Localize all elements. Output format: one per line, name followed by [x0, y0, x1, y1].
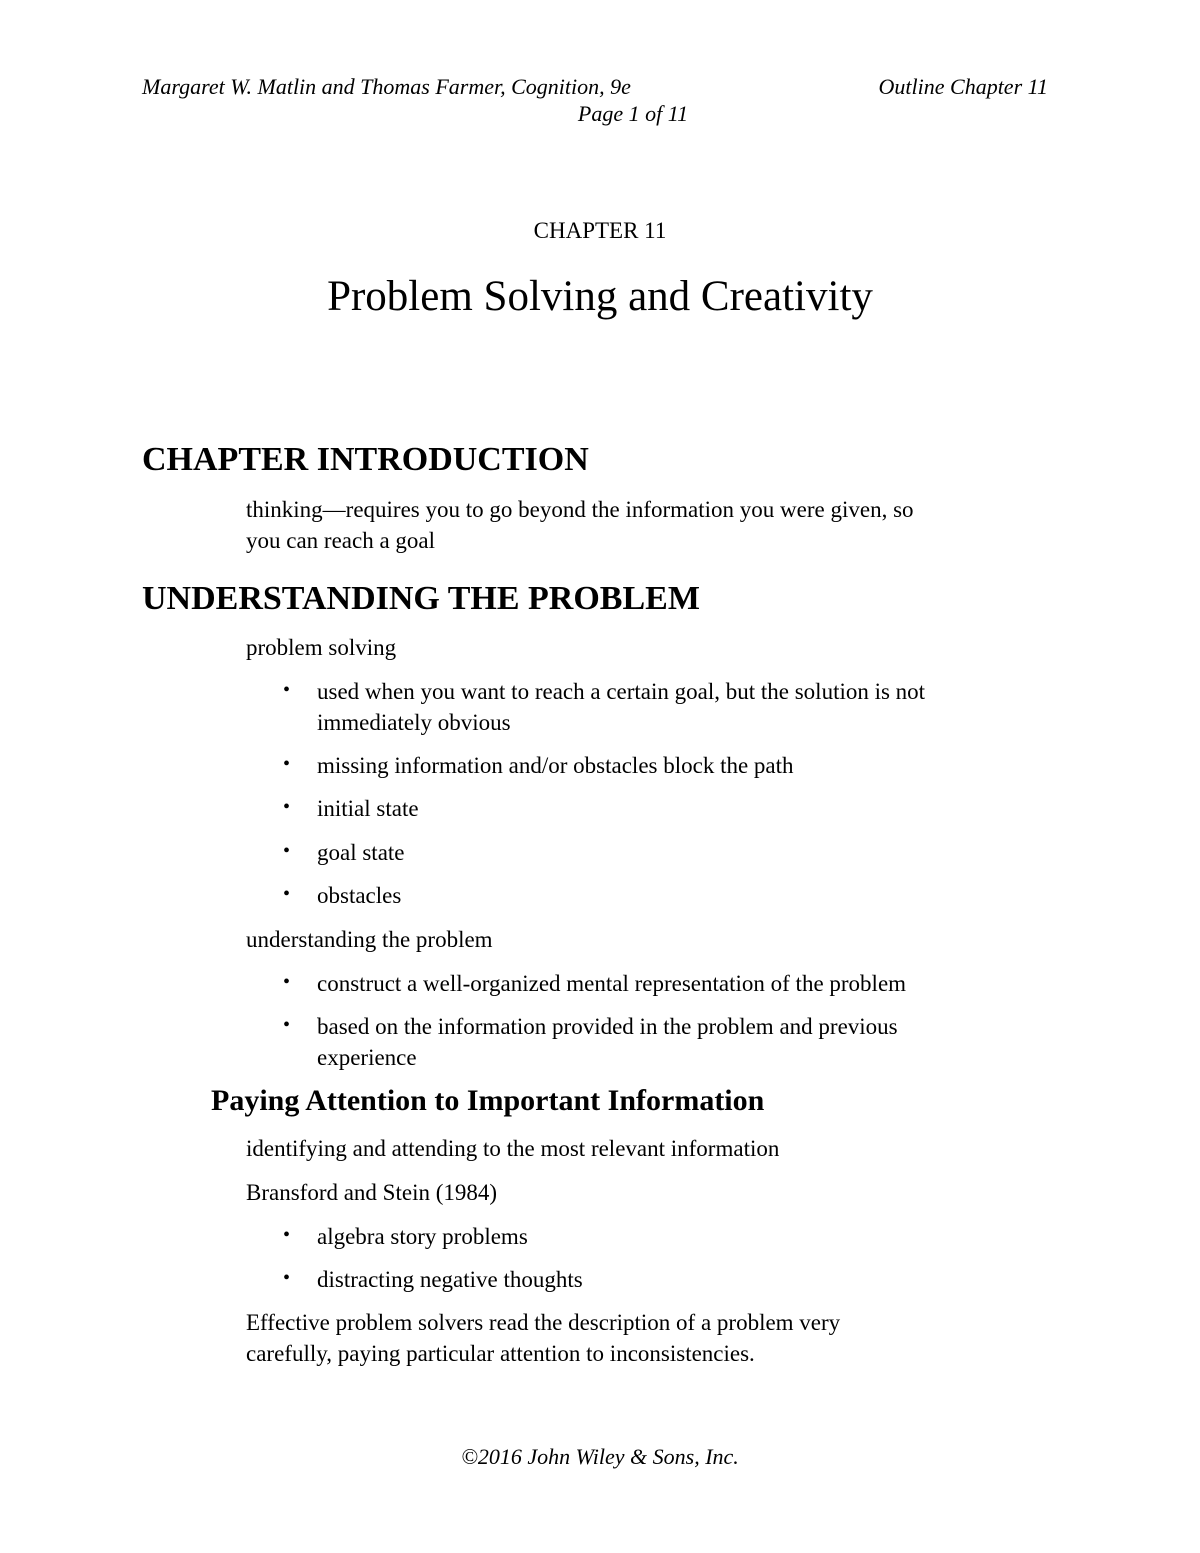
list-item: immediately obvious — [317, 710, 511, 735]
header-right: Outline Chapter 11 — [878, 74, 1048, 99]
footer-copyright: ©2016 John Wiley & Sons, Inc. — [461, 1444, 739, 1469]
list-item: construct a well-organized mental representation of the problem — [317, 971, 907, 996]
understanding-label: understanding the problem — [246, 927, 493, 952]
list-item: experience — [317, 1045, 417, 1070]
problem-solving-label: problem solving — [246, 635, 397, 660]
bullet-icon: • — [283, 1267, 291, 1289]
bullet-icon: • — [283, 679, 291, 701]
attention-line-1: identifying and attending to the most relevant information — [246, 1136, 780, 1161]
bullet-icon: • — [283, 753, 291, 775]
bullet-icon: • — [283, 840, 291, 862]
attention-citation: Bransford and Stein (1984) — [246, 1180, 498, 1205]
bullet-icon: • — [283, 883, 291, 905]
subsection-heading-attention: Paying Attention to Important Information — [211, 1084, 765, 1117]
bullet-icon: • — [283, 971, 291, 993]
header-page: Page 1 of 11 — [577, 101, 689, 126]
attention-closing-1: Effective problem solvers read the description of a problem very — [246, 1310, 841, 1335]
bullet-icon: • — [283, 796, 291, 818]
chapter-title: Problem Solving and Creativity — [327, 273, 873, 320]
intro-line-1: thinking—requires you to go beyond the information you were given, so — [246, 497, 914, 522]
list-item: distracting negative thoughts — [317, 1267, 583, 1292]
list-item: goal state — [317, 840, 405, 865]
section-heading-understanding: UNDERSTANDING THE PROBLEM — [142, 580, 700, 617]
list-item: used when you want to reach a certain goal, but the solution is not — [317, 679, 926, 704]
intro-line-2: you can reach a goal — [246, 528, 436, 553]
header-left: Margaret W. Matlin and Thomas Farmer, Cognition, 9e — [142, 74, 631, 99]
attention-closing-2: carefully, paying particular attention to inconsistencies. — [246, 1341, 755, 1366]
list-item: based on the information provided in the problem and previous — [317, 1014, 898, 1039]
bullet-icon: • — [283, 1224, 291, 1246]
bullet-icon: • — [283, 1014, 291, 1036]
list-item: missing information and/or obstacles block the path — [317, 753, 794, 778]
section-heading-intro: CHAPTER INTRODUCTION — [142, 441, 589, 478]
list-item: initial state — [317, 796, 419, 821]
list-item: obstacles — [317, 883, 402, 908]
chapter-label: CHAPTER 11 — [533, 218, 667, 243]
list-item: algebra story problems — [317, 1224, 528, 1249]
